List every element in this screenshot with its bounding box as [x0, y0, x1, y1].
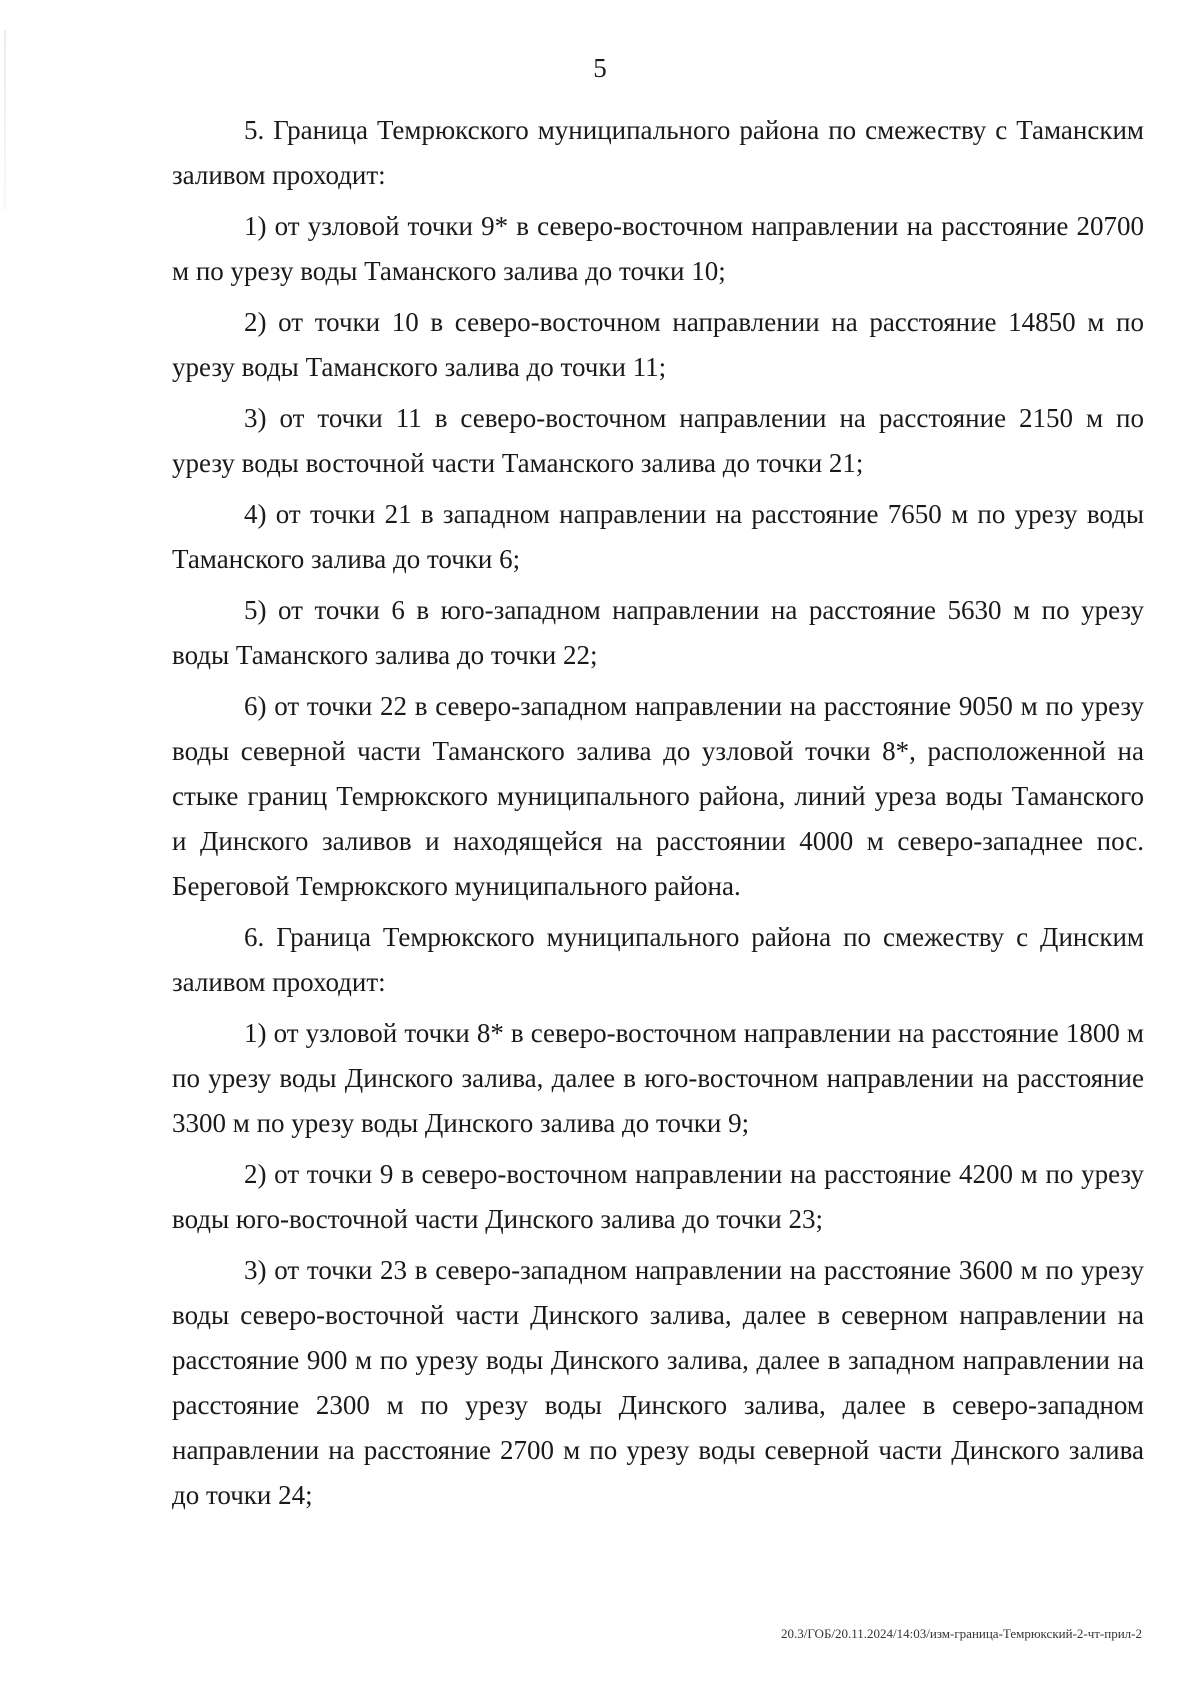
section-6-item-3: 3) от точки 23 в северо-западном направлении на расстояние 3600 м по урезу воды северо-восточной части Динского залива, далее в северном направлении на расстояние 900 м по урезу воды Динского залива, далее в западном направлении на расстояние 2300 м по урезу воды Динского залива, далее в северо-западном направлении на расстояние 2700 м по урезу воды северной части Динского залива до точки 24; [172, 1255, 1144, 1510]
section-6-item-2: 2) от точки 9 в северо-восточном направлении на расстояние 4200 м по урезу воды юго-восточной части Динского залива до точки 23; [172, 1159, 1144, 1234]
footer-document-code: 20.3/ГОБ/20.11.2024/14:03/изм-граница-Темрюкский-2-чт-прил-2 [781, 1626, 1142, 1641]
section-5-heading: 5. Граница Темрюкского муниципального района по смежеству с Таманским заливом проходит: [172, 115, 1144, 190]
section-6-item-1: 1) от узловой точки 8* в северо-восточном направлении на расстояние 1800 м по урезу воды Динского залива, далее в юго-восточном направлении на расстояние 3300 м по урезу воды Динского залива до точки 9; [172, 1018, 1144, 1138]
section-5-item-5: 5) от точки 6 в юго-западном направлении на расстояние 5630 м по урезу воды Таманского залива до точки 22; [172, 595, 1144, 670]
section-6-heading: 6. Граница Темрюкского муниципального района по смежеству с Динским заливом проходит: [172, 922, 1144, 997]
page-number: 5 [593, 53, 607, 83]
section-5-item-3: 3) от точки 11 в северо-восточном направлении на расстояние 2150 м по урезу воды восточной части Таманского залива до точки 21; [172, 403, 1144, 478]
section-5-item-4: 4) от точки 21 в западном направлении на расстояние 7650 м по урезу воды Таманского залива до точки 6; [172, 499, 1144, 574]
document-body [172, 108, 1144, 1524]
section-5-item-6: 6) от точки 22 в северо-западном направлении на расстояние 9050 м по урезу воды северной части Таманского залива до узловой точки 8*, расположенной на стыке границ Темрюкского муниципального района, линий уреза воды Таманского и Динского заливов и находящейся на расстоянии 4000 м северо-западнее пос. Береговой Темрюкского муниципального района. [172, 691, 1144, 901]
section-5-item-1: 1) от узловой точки 9* в северо-восточном направлении на расстояние 20700 м по урезу воды Таманского залива до точки 10; [172, 211, 1144, 286]
section-5-item-2: 2) от точки 10 в северо-восточном направлении на расстояние 14850 м по урезу воды Таманского залива до точки 11; [172, 307, 1144, 382]
